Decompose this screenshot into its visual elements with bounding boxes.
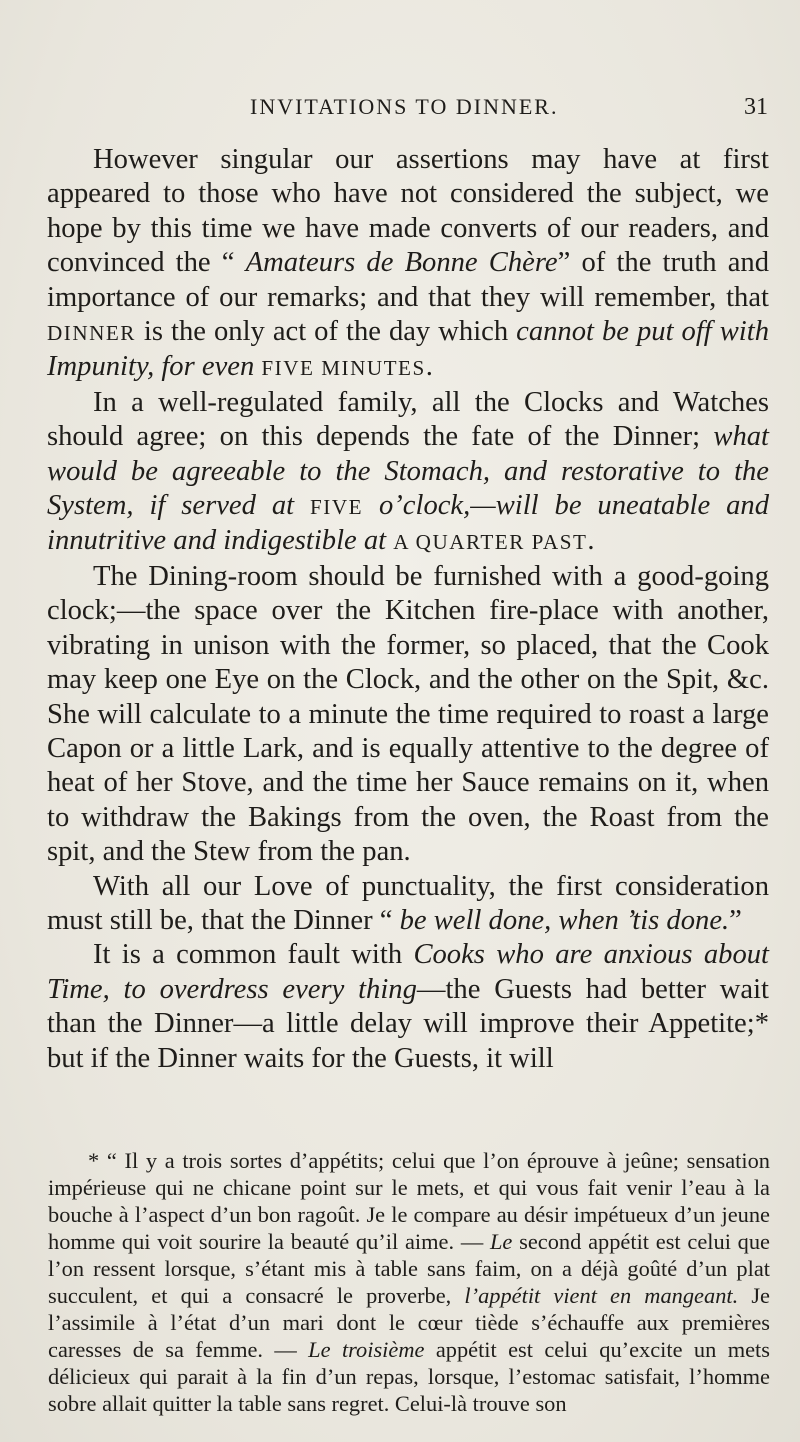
fn-italic-f: Le troisième	[308, 1337, 425, 1362]
p1-smallcaps-d: DINNER	[47, 321, 136, 346]
running-title: INVITATIONS TO DINNER.	[250, 94, 559, 119]
fn-italic-d: l’appétit vient en mangeant.	[464, 1283, 739, 1308]
p1-text-i: .	[425, 351, 433, 383]
p4-text-a: With all our Love of punctuality, the first consideration must still be, that the Dinner “	[47, 870, 769, 936]
p4-text-c: ”	[729, 904, 742, 936]
p5-text-a: It is a common fault with	[93, 939, 414, 971]
p1-text-c: ” of the truth and importance of our remarks; and that they will remember, that	[47, 247, 770, 313]
p4-italic-b: be well done, when ’tis done.	[399, 904, 730, 936]
p2-text-f: .	[587, 525, 595, 557]
paragraph-4	[47, 870, 769, 939]
fn-text-g: appétit est celui qu’excite un mets délicieux qui parait à la fin d’un repas, lorsque, l’estomac satisfait, l’homme sobre allait quitter la table sans regret. Celui-là trouve son	[48, 1337, 770, 1416]
fn-text-c: second appétit est celui que l’on ressent lorsque, s’étant mis à table sans faim, on a déjà goûté d’un plat succulent, et qui a consacré le proverbe,	[48, 1229, 770, 1308]
p2-italic-d: o’clock,—will be uneatable and innutritive and indigestible at	[47, 490, 770, 557]
footnote-paragraph	[48, 1147, 770, 1417]
p3-text-a: The Dining-room should be furnished with a good-going clock;—the space over the Kitchen fire-place with another, vibrating in unison with the former, so placed, that the Cook may keep one Eye on the Clock, and the other on the Spit, &c. She will calculate to a minute the time required to roast a large Capon or a little Lark, and is equally attentive to the degree of heat of her Stove, and the time her Sauce remains on it, when to withdraw the Bakings from the oven, the Roast from the spit, and the Stew from the pan.	[47, 560, 769, 868]
p1-text-e: is the only act of the day which	[135, 316, 517, 348]
p2-text-a: In a well-regulated family, all the Clocks and Watches should agree; on this depends the fate of the Dinner;	[47, 386, 769, 453]
p1-italic-b: Amateurs de Bonne Chère	[245, 247, 558, 279]
fn-text-e: Je l’assimile à l’état d’un mari dont le cœur tiède s’échauffe aux premières caresses de sa femme. —	[48, 1283, 770, 1362]
paragraph-3	[47, 560, 769, 870]
p2-smallcaps-c: FIVE	[310, 495, 364, 520]
fn-italic-b: Le	[489, 1229, 513, 1254]
p5-text-c: —the Guests had better wait than the Dinner—a little delay will improve their Appetite;* but if the Dinner waits for the Guests, it will	[47, 973, 769, 1074]
p5-italic-b: Cooks who are anxious about Time, to overdress every thing	[47, 939, 769, 1005]
footnote	[48, 1147, 770, 1417]
p1-smallcaps-h: FIVE MINUTES	[261, 356, 426, 381]
running-head	[250, 94, 770, 124]
body-text	[47, 143, 769, 1076]
fn-text-a: * “ Il y a trois sortes d’appétits; celui que l’on éprouve à jeûne; sensation impérieuse qui ne chicane point sur le mets, et qui vous fait venir l’eau à la bouche à l’aspect d’un bon ragoût. Je le compare au désir impétueux d’un jeune homme qui voit sourire la beauté qu’il aime. —	[48, 1148, 770, 1254]
page-number: 31	[744, 94, 768, 120]
p1-italic-f: cannot be put off with Impunity, for even	[47, 316, 769, 383]
p2-italic-b: what would be agreeable to the Stomach, and restorative to the System, if served at	[47, 421, 769, 522]
paragraph-2	[47, 386, 769, 560]
paragraph-1	[47, 143, 769, 386]
p2-smallcaps-e: A QUARTER PAST	[393, 530, 588, 555]
paragraph-5	[47, 938, 769, 1076]
p1-text-a: However singular our assertions may have at first appeared to those who have not considered the subject, we hope by this time we have made converts of our readers, and convinced the “	[47, 144, 769, 279]
